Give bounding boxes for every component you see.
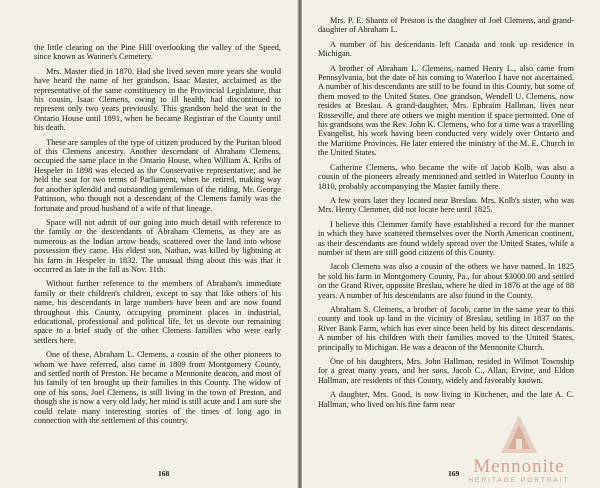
paragraph: One of his daughters, Mrs. John Hallman, resided in Wilmot Township for a great many years, and her sons, Jacob C., Allan, Ervine, and Eldon Hallman, are residents of this County, widely and favorably known. bbox=[318, 357, 574, 385]
paragraph: A daughter, Mrs. Good, is now living in Kitchener, and the late A. C. Hallman, who lived on his fine farm near bbox=[318, 390, 574, 409]
left-page bbox=[0, 0, 298, 488]
paragraph: A few years later they located near Breslau. Mrs. Kolb's sister, who was Mrs. Henry Clemmer, did not locate here until 1825. bbox=[318, 195, 574, 215]
paragraph: Space will not admit of our going into much detail with reference to the family or the descendants of Abraham Clemens, as they are as numerous as the Indian arrow heads, scattered over the land into whose possession they came. His eldest son, Nathan, was killed by lightning at his farm in Hespeler in 1832. The unusual thing about this was that it occurred as late in the fall as Nov. 11th. bbox=[34, 217, 281, 274]
paragraph: One of these, Abraham L. Clemens, a cousin of the other pioneers to whom we have referred, also came in 1809 from Montgomery County, and settled north of Preston. He became a Mennonite deacon, and most of his family of ten brought up their families in this County. The widow of one of his sons, Joel Clemens, is still living in the town of Preston, and though she is now a very old lady, her mind is still acute and I am sure she could relate many interesting stories of the times of long ago in connection with the settlement of this country. bbox=[34, 350, 281, 426]
paragraph: Mrs. P. E. Shantz of Preston is the daughter of Joel Clemens, and grand-daughter of Abraham L. bbox=[318, 16, 574, 35]
paragraph: Abraham S. Clemens, a brother of Jacob, came in the same year to this county and took up land in the vicinity of Breslau, settling in 1837 on the River Bank Farm, which has ever since been held by his direct descendants. A number of his children with their families moved to the United States, principally to Michigan. He was a deacon of the Mennonite Church. bbox=[318, 304, 574, 352]
paragraph: A number of his descendants left Canada and took up residence in Michigan. bbox=[318, 39, 574, 59]
paragraph: Mrs. Master died in 1870. Had she lived seven more years she would have heard the name of her grandson, Isaac Master, acclaimed as the representative of the same constituency in the Provincial Legislature, that his cousin, Isaac Clemens, owing to ill health, had discontinued to represent only two years previously. This grandson held the seat in the Ontario House until 1891, when he became Registrar of the County until his death. bbox=[34, 66, 281, 133]
left-page-text bbox=[34, 43, 281, 425]
mennonite-heritage-logo-icon bbox=[499, 413, 539, 457]
paragraph: I believe this Clemmer family have established a record for the manner in which they have scattered themselves over the North American continent, as their descendants are found widely spread over the United States, while a number of them are still good citizens of this County. bbox=[318, 219, 574, 257]
watermark-title: Mennonite bbox=[473, 456, 565, 477]
page-number: 168 bbox=[158, 469, 170, 478]
page-number: 169 bbox=[448, 469, 460, 478]
watermark-subtitle: HERITAGE PORTRAIT bbox=[468, 477, 570, 484]
paragraph: Jacob Clemens was also a cousin of the others we have named. In 1825 he sold his farm in Montgomery County, Pa., for about $3000.00 and settled on the Grand River, opposite Breslau, where he died in 1876 at the age of 88 years. A number of his descendants are also found in the County. bbox=[318, 262, 574, 300]
mennonite-heritage-watermark bbox=[444, 413, 594, 484]
paragraph: A brother of Abraham L. Clemens, named Henry L., also came from Pennsylvania, but the date of his coming to Waterloo I have not ascertained. A number of his descendants are still to be found in this County, but some of them moved to the United States. One grandson, Wendell U. Clemens, now resides at Breslau. A grand-daughter, Mrs. Ephraim Hallman, lives near Rosseville, and there are others we might mention if space permitted. One of his grandsons was the Rev. John K. Clemens, who for a time was a travelling Evangelist, his work having been conducted very widely over Ontario and the Maritime Provinces. He later entered the ministry of the M. E. Church in the United States. bbox=[318, 63, 574, 158]
right-page-text bbox=[318, 16, 574, 409]
paragraph: Catherine Clemens, who became the wife of Jacob Kolb, was also a cousin of the pioneers already mentioned and settled in Waterloo County in 1810, probably accompanying the Master family there. bbox=[318, 162, 574, 191]
paragraph: These are samples of the type of citizen produced by the Puritan blood of this Clemens ancestry. Another descendant of Abraham Clemens, occupied the same place in the Ontario House, when William A. Kribs of Hespeler in 1898 was elected as the Conservative representative; and he held the seat for two terms of Parliament, when he retired, making way for another splendid and outstanding gentleman of the riding, Mr. George Pattinson, who though not a descendant of the Clemens family was the fortunate and proud husband of a wife of that lineage. bbox=[34, 137, 281, 213]
paragraph: the little clearing on the Pine Hill overlooking the valley of the Speed, since known as Wanner's Cemetery. bbox=[34, 43, 281, 62]
paragraph: Without further reference to the members of Abraham's immediate family or their children's children, except to say that like others of his name, his descendants in large numbers have been and are now found throughout this County, occupying prominent places in industrial, educational, professional and political life, let us devote our remaining space to a brief study of the other Clemens families who were early settlers here. bbox=[34, 279, 281, 345]
